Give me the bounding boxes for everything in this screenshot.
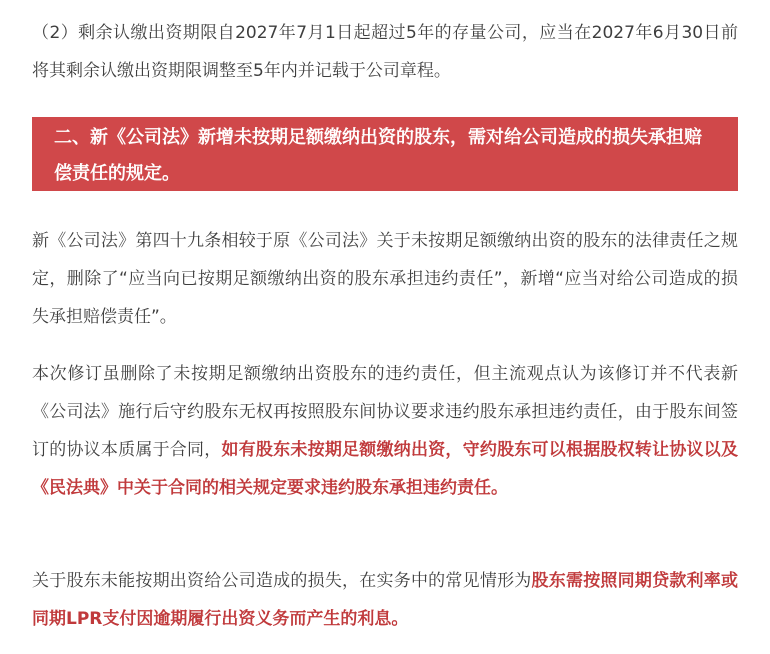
paragraph-article-49	[32, 222, 738, 336]
paragraph-capital-deadline-text: （2）剩余认缴出资期限自2027年7月1日起超过5年的存量公司，应当在2027年6月30日前将其剩余认缴出资期限调整至5年内并记载于公司章程。	[32, 23, 738, 81]
paragraph-loss-interest	[32, 562, 738, 638]
section-heading: 二、新《公司法》新增未按期足额缴纳出资的股东，需对给公司造成的损失承担赔偿责任的规定。	[54, 127, 702, 184]
paragraph-revision-analysis-normal: 本次修订虽删除了未按期足额缴纳出资股东的违约责任，但主流观点认为该修订并不代表新《公司法》施行后守约股东无权再按照股东间协议要求违约股东承担违约责任，由于股东间签订的协议本质属于合同，	[32, 364, 738, 460]
paragraph-capital-deadline	[32, 14, 738, 90]
paragraph-revision-analysis-emphasis: 如有股东未按期足额缴纳出资，守约股东可以根据股权转让协议以及《民法典》中关于合同的相关规定要求违约股东承担违约责任。	[32, 440, 739, 498]
paragraph-loss-interest-emphasis: 股东需按照同期贷款利率或同期LPR支付因逾期履行出资义务而产生的利息。	[32, 571, 739, 629]
paragraph-article-49-text: 新《公司法》第四十九条相较于原《公司法》关于未按期足额缴纳出资的股东的法律责任之规定，删除了“应当向已按期足额缴纳出资的股东承担违约责任”，新增“应当对给公司造成的损失承担赔偿责任”。	[32, 231, 738, 327]
paragraph-revision-analysis	[32, 355, 738, 507]
section-heading-banner	[32, 117, 738, 191]
paragraph-loss-interest-normal: 关于股东未能按期出资给公司造成的损失，在实务中的常见情形为	[32, 571, 532, 591]
